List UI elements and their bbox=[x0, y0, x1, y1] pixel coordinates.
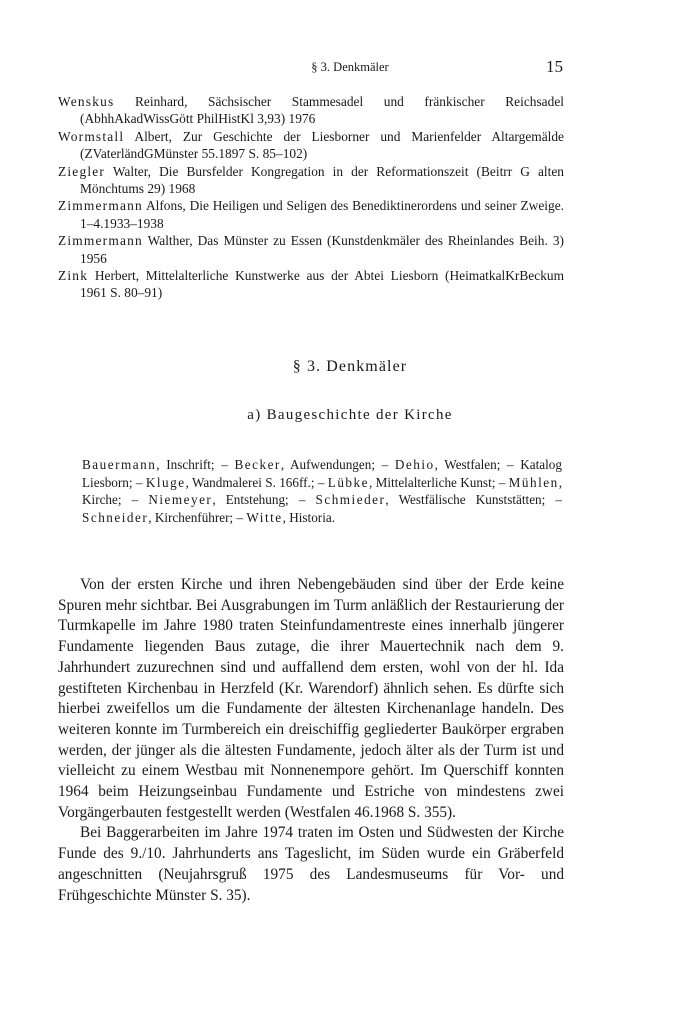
bibliography-text: Walther, Das Münster zu Essen (Kunstdenkmäler des Rheinlandes Beih. 3) 1956 bbox=[80, 233, 564, 266]
paragraph: Von der ersten Kirche und ihren Nebengebäuden sind über der Erde keine Spuren mehr sichtbar. Bei Ausgrabungen im Turm anläßlich der Restaurierung der Turmkapelle im Jahre 1980 traten Steinfundamentreste eines innerhalb jüngerer Fundamente liegenden Baus zutage, die ihrer Mauertechnik nach dem 9. Jahrhundert zuzurechnen sind und auffallend dem ersten, wohl von der hl. Ida gestifteten Kirchenbau in Herzfeld (Kr. Warendorf) ähnlich sehen. Es dürfte sich hierbei zweifellos um die Fundamente der ältesten Kirchenanlage handeln. Des weiteren konnte im Turmbereich ein dreischiffig gegliederter Baukörper ergraben werden, der jünger als die ältesten Fundamente, jedoch älter als der Turm ist und vielleicht zu einem Westbau mit Nonnenempore gehört. Im Querschiff konnten 1964 beim Heizungseinbau Fundamente und Estriche von mindestens zwei Vorgängerbauten festgestellt werden (Westfalen 46.1968 S. 355). bbox=[58, 576, 564, 821]
reference-name: Witte bbox=[246, 509, 283, 525]
running-head-section: § 3. Denkmäler bbox=[311, 60, 389, 74]
section-title: § 3. Denkmäler bbox=[292, 358, 408, 375]
reference-text: , Aufwendungen; – bbox=[280, 457, 395, 472]
reference-name: Lübke bbox=[327, 474, 369, 490]
reference-name: Niemeyer bbox=[148, 492, 213, 507]
bibliography-text: Reinhard, Sächsischer Stammesadel und fränkischer Reichsadel (AbhhAkadWissGött PhilHistKl 3,93) 1976 bbox=[80, 94, 564, 127]
reference-name: Mühlen bbox=[508, 474, 559, 490]
bibliography-text: Alfons, Die Heiligen und Seligen des Benediktinerordens und seiner Zweige. 1–4.1933–1938 bbox=[80, 198, 564, 231]
body-text bbox=[58, 575, 564, 906]
reference-name: Kluge bbox=[145, 474, 186, 490]
bibliography-author: Wenskus bbox=[58, 94, 115, 109]
bibliography-entry bbox=[58, 128, 564, 163]
reference-text: , Westfälische Kunststätten; – bbox=[385, 492, 562, 507]
reference-name: Schneider bbox=[82, 509, 149, 525]
bibliography-entry bbox=[58, 232, 564, 267]
reference-text: , Mittelalterliche Kunst; – bbox=[368, 474, 509, 490]
bibliography-author: Zimmermann bbox=[58, 198, 143, 214]
paragraph: Bei Baggerarbeiten im Jahre 1974 traten im Osten und Südwesten der Kirche Funde des 9./10. Jahrhunderts ans Tageslicht, im Süden wurde ein Gräberfeld angeschnitten (Neujahrsgruß 1975 des Landesmuseums für Vor- und Frühgeschichte Münster S. 35). bbox=[58, 824, 564, 904]
bibliography-entry bbox=[58, 197, 564, 232]
reference-text: , Kirchenführer; – bbox=[148, 509, 247, 525]
bibliography-entry bbox=[58, 93, 564, 128]
bibliography-text: Herbert, Mittelalterliche Kunstwerke aus der Abtei Liesborn (HeimatkalKrBeckum 1961 S. 80–91) bbox=[80, 268, 564, 301]
reference-name: Dehio bbox=[394, 457, 435, 472]
bibliography-author: Zimmermann bbox=[58, 233, 143, 249]
reference-name: Schmieder bbox=[315, 492, 386, 507]
bibliography-text: Albert, Zur Geschichte der Liesborner und Marienfelder Altargemälde (ZVaterländGMünster 55.1897 S. 85–102) bbox=[80, 128, 564, 162]
bibliography-author: Ziegler bbox=[58, 163, 106, 179]
reference-text: , Wandmalerei S. 166ff.; – bbox=[185, 474, 328, 490]
subsection-title: a) Baugeschichte der Kirche bbox=[247, 407, 453, 423]
bibliography-text: Walter, Die Bursfelder Kongregation in der Reformationszeit (Beitrr G alten Mönchtums 29) 1968 bbox=[80, 163, 564, 197]
bibliography-list bbox=[58, 93, 564, 302]
reference-text: , Entstehung; – bbox=[212, 492, 316, 507]
bibliography-author: Wormstall bbox=[58, 128, 125, 144]
running-head bbox=[0, 57, 700, 80]
reference-text: , Westfalen; – Katalog Liesborn; – bbox=[82, 457, 562, 490]
bibliography-author: Zink bbox=[58, 268, 89, 284]
page-number: 15 bbox=[546, 57, 563, 76]
reference-text: , Inschrift; – bbox=[156, 457, 235, 472]
reference-name: Becker bbox=[234, 457, 281, 472]
bibliography-entry bbox=[58, 267, 564, 302]
reference-text: , Historia. bbox=[282, 509, 336, 525]
reference-list bbox=[82, 456, 562, 526]
reference-text: , Kirche; – bbox=[82, 474, 562, 507]
bibliography-entry bbox=[58, 163, 564, 198]
reference-name: Bauermann bbox=[82, 457, 157, 472]
